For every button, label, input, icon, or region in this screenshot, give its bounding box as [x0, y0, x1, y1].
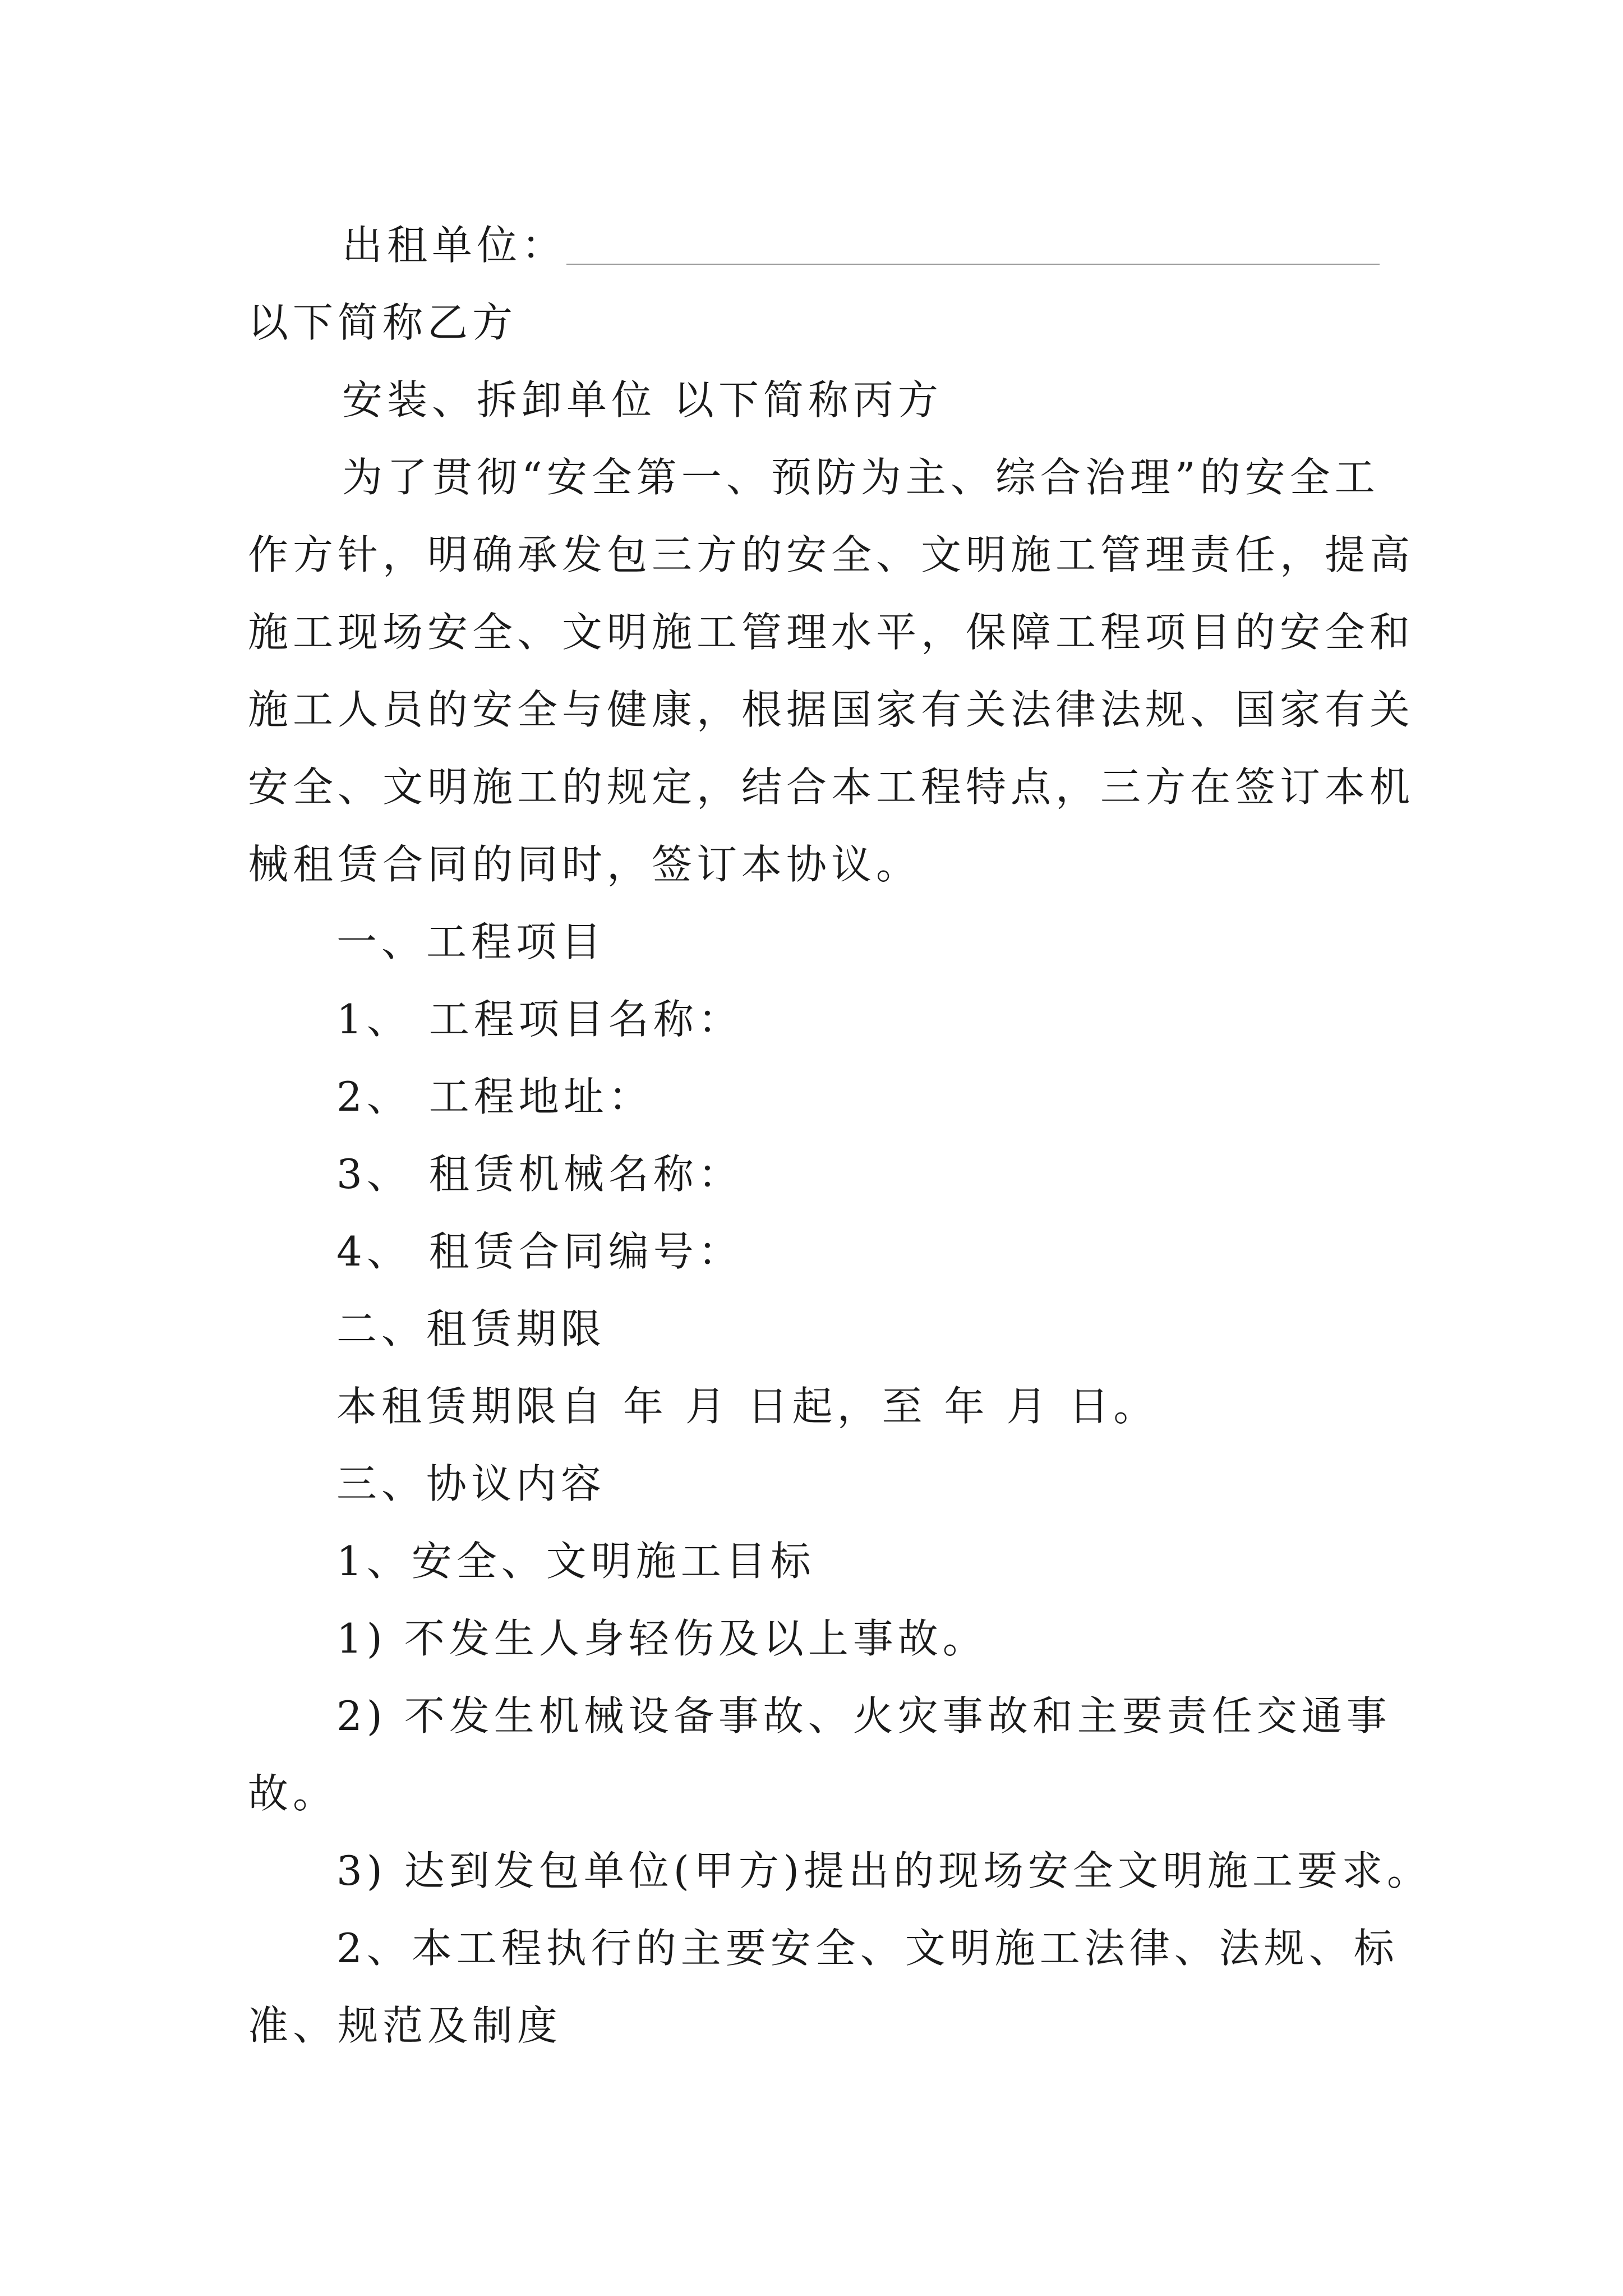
- lessor-blank-line: [566, 264, 1380, 265]
- intro-line-5: 安全、文明施工的规定，结合本工程特点，三方在签订本机: [248, 763, 1415, 811]
- lessor-label: 出租单位：: [342, 222, 567, 269]
- safety-goal-2-line-1: 2) 不发生机械设备事故、火灾事故和主要责任交通事: [336, 1692, 1391, 1740]
- contract-number-item: 4、 租赁合同编号：: [336, 1228, 743, 1275]
- safety-goal-2-line-2: 故。: [248, 1770, 338, 1817]
- project-address-item: 2、 工程地址：: [336, 1073, 653, 1120]
- regulations-heading-line-1: 2、本工程执行的主要安全、文明施工法律、法规、标: [336, 1925, 1399, 1972]
- machine-name-item: 3、 租赁机械名称：: [336, 1151, 743, 1198]
- section1-title: 一、工程项目: [336, 918, 606, 965]
- regulations-heading-line-2: 准、规范及制度: [248, 2002, 562, 2049]
- section2-title: 二、租赁期限: [336, 1305, 606, 1352]
- safety-goal-3: 3) 达到发包单位(甲方)提出的现场安全文明施工要求。: [336, 1847, 1432, 1894]
- safety-goals-heading: 1、安全、文明施工目标: [336, 1538, 815, 1585]
- section3-title: 三、协议内容: [336, 1460, 606, 1507]
- lease-period-text: 本租赁期限自 年 月 日起，至 年 月 日。: [336, 1383, 1159, 1430]
- intro-line-2: 作方针，明确承发包三方的安全、文明施工管理责任，提高: [248, 531, 1415, 578]
- safety-goal-1: 1) 不发生人身轻伤及以上事故。: [336, 1615, 988, 1662]
- project-name-item: 1、 工程项目名称：: [336, 996, 743, 1043]
- intro-line-6: 械租赁合同的同时，签订本协议。: [248, 841, 921, 888]
- lessor-alias: 以下简称乙方: [248, 299, 518, 346]
- intro-line-1: 为了贯彻“安全第一、预防为主、综合治理”的安全工: [342, 454, 1380, 501]
- intro-line-3: 施工现场安全、文明施工管理水平，保障工程项目的安全和: [248, 609, 1415, 656]
- installer-line: 安装、拆卸单位 以下简称丙方: [342, 376, 943, 424]
- intro-line-4: 施工人员的安全与健康，根据国家有关法律法规、国家有关: [248, 686, 1415, 733]
